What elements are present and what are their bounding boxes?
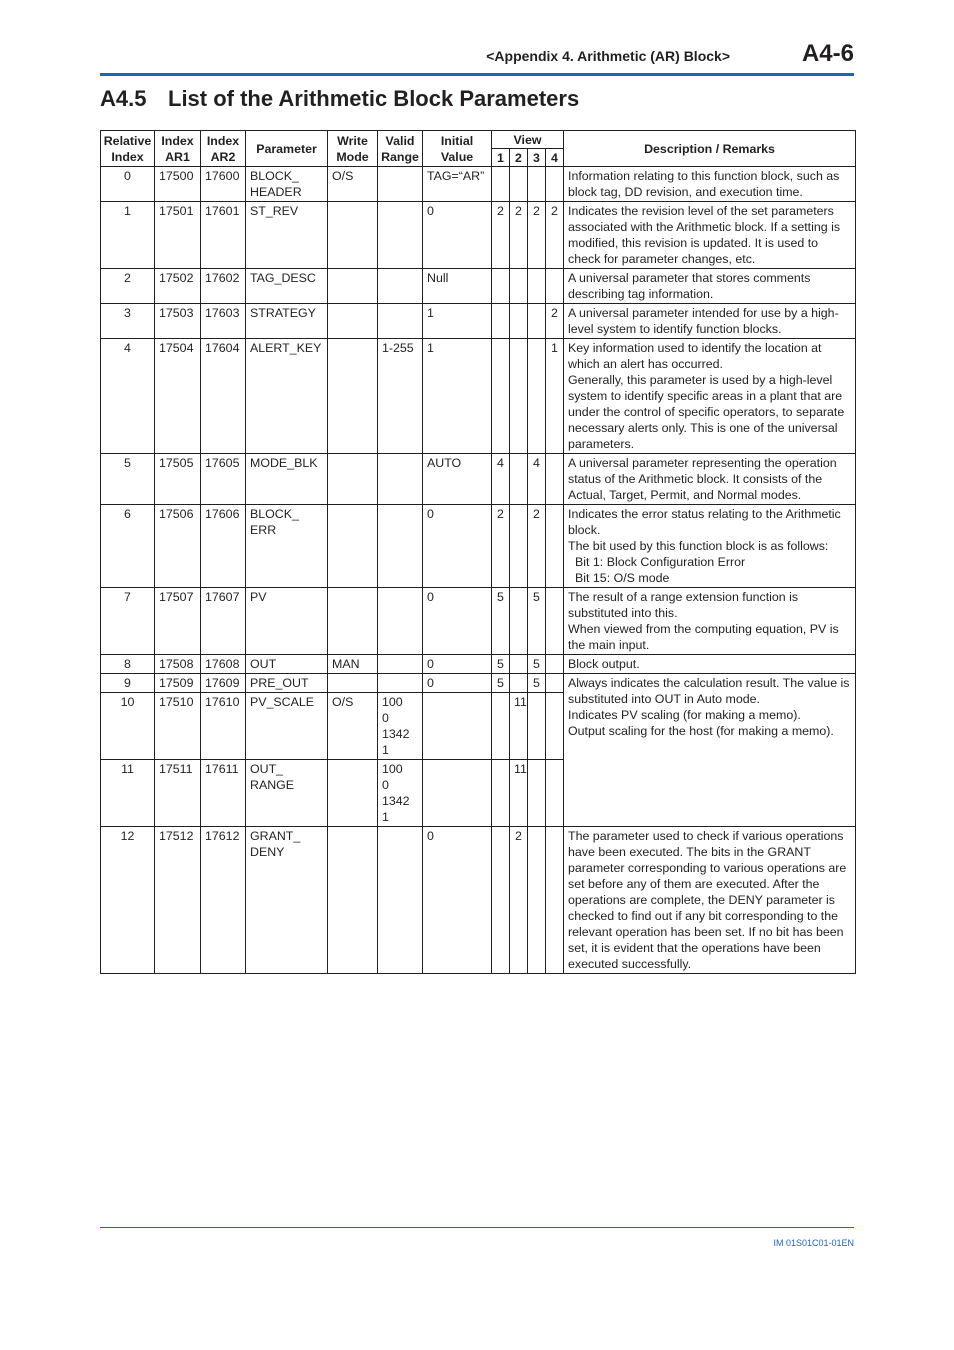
- initial-value-cell: 0: [423, 674, 492, 693]
- parameter-name-line: ST_REV: [250, 204, 299, 218]
- parameter-name-line: TAG_DESC: [250, 271, 316, 285]
- view-1-cell: [492, 827, 510, 974]
- parameter-cell: [246, 827, 328, 974]
- initial-value-cell: 0: [423, 655, 492, 674]
- relative-index-cell: 4: [101, 339, 155, 454]
- view-4-cell: [546, 760, 564, 827]
- valid-range-cell: [378, 269, 423, 304]
- view-2-cell: 2: [510, 202, 528, 269]
- col-write-mode: Write Mode: [328, 131, 378, 167]
- description-cell: [564, 339, 856, 454]
- valid-range-cell: [378, 674, 423, 693]
- relative-index-cell: 6: [101, 505, 155, 588]
- index-ar1-cell: 17500: [155, 167, 201, 202]
- index-ar1-cell: 17504: [155, 339, 201, 454]
- col-view-4: 4: [546, 149, 564, 167]
- description-line: Always indicates the calculation result. The value is substituted into OUT in Auto mode.: [568, 676, 850, 706]
- description-line: A universal parameter representing the operation status of the Arithmetic block. It consists of the Actual, Target, Permit, and Normal modes.: [568, 456, 837, 502]
- write-mode-cell: [328, 454, 378, 505]
- valid-range-cell: [378, 655, 423, 674]
- section-title-text: List of the Arithmetic Block Parameters: [168, 86, 580, 111]
- write-mode-cell: [328, 505, 378, 588]
- write-mode-cell: [328, 202, 378, 269]
- view-3-cell: [528, 827, 546, 974]
- description-cell: [564, 269, 856, 304]
- parameter-name-line: MODE_BLK: [250, 456, 318, 470]
- parameter-cell: [246, 304, 328, 339]
- index-ar1-cell: 17510: [155, 693, 201, 760]
- view-4-cell: [546, 269, 564, 304]
- col-view-1: 1: [492, 149, 510, 167]
- relative-index-cell: 10: [101, 693, 155, 760]
- description-cell: [564, 588, 856, 655]
- relative-index-cell: 5: [101, 454, 155, 505]
- relative-index-cell: 3: [101, 304, 155, 339]
- description-line: Information relating to this function block, such as block tag, DD revision, and execution time.: [568, 169, 840, 199]
- write-mode-cell: O/S: [328, 693, 378, 760]
- valid-range-line: 100: [382, 695, 403, 709]
- view-4-cell: [546, 454, 564, 505]
- description-line: The parameter used to check if various operations have been executed. The bits in the GRANT parameter corresponding to various operations are set before any of them are executed. After the operations are complete, the DENY parameter is checked to find out if any bit corresponding to the relevant operation has been set. If no bit has been set, it is evident that the operations have been executed successfully.: [568, 829, 847, 971]
- initial-value-cell: 0: [423, 827, 492, 974]
- col-valid-range: Valid Range: [378, 131, 423, 167]
- description-line: When viewed from the computing equation, PV is the main input.: [568, 622, 839, 652]
- table-row: [101, 339, 856, 454]
- valid-range-cell: [378, 505, 423, 588]
- parameter-cell: [246, 454, 328, 505]
- view-4-cell: [546, 655, 564, 674]
- view-3-cell: 2: [528, 505, 546, 588]
- view-2-cell: 11: [510, 760, 528, 827]
- index-ar1-cell: 17512: [155, 827, 201, 974]
- description-line: Indicates the error status relating to the Arithmetic block.: [568, 507, 841, 537]
- parameter-cell: [246, 693, 328, 760]
- view-3-cell: [528, 167, 546, 202]
- valid-range-cell: [378, 304, 423, 339]
- table-body: [101, 167, 856, 974]
- index-ar2-cell: 17603: [201, 304, 246, 339]
- initial-value-cell: 1: [423, 339, 492, 454]
- view-1-cell: 5: [492, 588, 510, 655]
- relative-index-cell: 8: [101, 655, 155, 674]
- valid-range-cell: [378, 588, 423, 655]
- parameter-cell: [246, 269, 328, 304]
- index-ar1-cell: 17511: [155, 760, 201, 827]
- write-mode-cell: MAN: [328, 655, 378, 674]
- relative-index-cell: 1: [101, 202, 155, 269]
- description-line: Indicates PV scaling (for making a memo).: [568, 708, 801, 722]
- col-relative-index: Relative Index: [101, 131, 155, 167]
- index-ar2-cell: 17611: [201, 760, 246, 827]
- index-ar2-cell: 17605: [201, 454, 246, 505]
- valid-range-line: 1: [382, 810, 389, 824]
- valid-range-cell: [378, 202, 423, 269]
- col-view-2: 2: [510, 149, 528, 167]
- table-row: [101, 454, 856, 505]
- view-4-cell: [546, 588, 564, 655]
- view-4-cell: [546, 167, 564, 202]
- index-ar2-cell: 17601: [201, 202, 246, 269]
- description-cell: [564, 827, 856, 974]
- parameter-cell: [246, 655, 328, 674]
- parameter-name-line: OUT_: [250, 762, 284, 776]
- view-2-cell: [510, 454, 528, 505]
- view-3-cell: 5: [528, 588, 546, 655]
- index-ar2-cell: 17609: [201, 674, 246, 693]
- parameter-name-line: BLOCK_: [250, 169, 299, 183]
- valid-range-cell: [378, 760, 423, 827]
- description-cell: [564, 304, 856, 339]
- valid-range-line: 1: [382, 743, 389, 757]
- view-2-cell: 11: [510, 693, 528, 760]
- index-ar2-cell: 17604: [201, 339, 246, 454]
- view-1-cell: [492, 693, 510, 760]
- relative-index-cell: 0: [101, 167, 155, 202]
- col-initial-value: Initial Value: [423, 131, 492, 167]
- description-cell: [564, 674, 856, 827]
- write-mode-cell: [328, 269, 378, 304]
- table-row: [101, 202, 856, 269]
- section-title: [100, 86, 579, 112]
- write-mode-cell: [328, 827, 378, 974]
- view-1-cell: [492, 304, 510, 339]
- description-line: Generally, this parameter is used by a high-level system to identify specific areas in a plant that are under the control of specific operators, to separate necessary alerts only. This is one of the universal parameters.: [568, 373, 845, 451]
- index-ar2-cell: 17612: [201, 827, 246, 974]
- description-cell: [564, 202, 856, 269]
- valid-range-cell: [378, 827, 423, 974]
- index-ar1-cell: 17506: [155, 505, 201, 588]
- view-3-cell: 4: [528, 454, 546, 505]
- table-row: [101, 505, 856, 588]
- write-mode-cell: [328, 339, 378, 454]
- parameter-name-line: GRANT_: [250, 829, 301, 843]
- index-ar1-cell: 17503: [155, 304, 201, 339]
- index-ar2-cell: 17607: [201, 588, 246, 655]
- parameter-name-line: ERR: [250, 523, 277, 537]
- view-3-cell: [528, 269, 546, 304]
- table-row: [101, 588, 856, 655]
- view-2-cell: [510, 339, 528, 454]
- relative-index-cell: 2: [101, 269, 155, 304]
- parameter-cell: [246, 674, 328, 693]
- parameter-name-line: DENY: [250, 845, 285, 859]
- parameter-cell: [246, 167, 328, 202]
- view-4-cell: [546, 674, 564, 693]
- view-3-cell: [528, 304, 546, 339]
- valid-range-cell: [378, 167, 423, 202]
- parameter-name-line: PV: [250, 590, 267, 604]
- write-mode-cell: [328, 304, 378, 339]
- valid-range-cell: [378, 693, 423, 760]
- parameter-cell: [246, 202, 328, 269]
- relative-index-cell: 11: [101, 760, 155, 827]
- view-1-cell: 2: [492, 202, 510, 269]
- write-mode-cell: [328, 588, 378, 655]
- description-line: Block output.: [568, 657, 640, 671]
- parameter-name-line: STRATEGY: [250, 306, 316, 320]
- description-line: The bit used by this function block is as follows:: [568, 539, 829, 553]
- index-ar1-cell: 17508: [155, 655, 201, 674]
- index-ar1-cell: 17507: [155, 588, 201, 655]
- col-index-ar2: Index AR2: [201, 131, 246, 167]
- view-1-cell: 5: [492, 674, 510, 693]
- description-line: A universal parameter intended for use by a high-level system to identify function blocks.: [568, 306, 839, 336]
- description-cell: [564, 167, 856, 202]
- valid-range-line: 1342: [382, 794, 410, 808]
- col-description: Description / Remarks: [564, 131, 856, 167]
- index-ar2-cell: 17600: [201, 167, 246, 202]
- index-ar1-cell: 17502: [155, 269, 201, 304]
- parameter-name-line: PRE_OUT: [250, 676, 309, 690]
- table-row: [101, 269, 856, 304]
- parameter-name-line: HEADER: [250, 185, 302, 199]
- view-1-cell: [492, 269, 510, 304]
- col-view: View: [492, 131, 564, 149]
- index-ar2-cell: 17606: [201, 505, 246, 588]
- view-2-cell: [510, 304, 528, 339]
- view-3-cell: 5: [528, 674, 546, 693]
- view-2-cell: [510, 505, 528, 588]
- view-2-cell: [510, 269, 528, 304]
- view-3-cell: [528, 760, 546, 827]
- relative-index-cell: 12: [101, 827, 155, 974]
- page-number: A4-6: [801, 40, 854, 67]
- description-line: Indicates the revision level of the set parameters associated with the Arithmetic block. If a setting is modified, this revision is updated. It is used to check for parameter changes, etc.: [568, 204, 841, 266]
- description-line: A universal parameter that stores comments describing tag information.: [568, 271, 811, 301]
- initial-value-cell: 0: [423, 202, 492, 269]
- valid-range-line: 1-255: [382, 341, 414, 355]
- index-ar1-cell: 17509: [155, 674, 201, 693]
- description-line: Output scaling for the host (for making a memo).: [568, 724, 834, 738]
- valid-range-cell: [378, 339, 423, 454]
- initial-value-cell: [423, 760, 492, 827]
- initial-value-cell: AUTO: [423, 454, 492, 505]
- footer-rule: [100, 1227, 854, 1228]
- valid-range-line: 0: [382, 711, 389, 725]
- view-2-cell: [510, 674, 528, 693]
- view-1-cell: 4: [492, 454, 510, 505]
- parameter-name-line: ALERT_KEY: [250, 341, 322, 355]
- parameter-name-line: PV_SCALE: [250, 695, 315, 709]
- view-1-cell: 5: [492, 655, 510, 674]
- view-4-cell: [546, 693, 564, 760]
- view-1-cell: [492, 760, 510, 827]
- write-mode-cell: O/S: [328, 167, 378, 202]
- table-row: [101, 674, 856, 693]
- view-2-cell: [510, 655, 528, 674]
- view-3-cell: [528, 693, 546, 760]
- index-ar2-cell: 17602: [201, 269, 246, 304]
- initial-value-cell: 0: [423, 505, 492, 588]
- description-line: Bit 1: Block Configuration Error: [575, 555, 746, 569]
- parameter-cell: [246, 339, 328, 454]
- index-ar1-cell: 17501: [155, 202, 201, 269]
- header-section-label: <Appendix 4. Arithmetic (AR) Block>: [486, 48, 730, 64]
- valid-range-cell: [378, 454, 423, 505]
- write-mode-cell: [328, 674, 378, 693]
- index-ar2-cell: 17608: [201, 655, 246, 674]
- initial-value-cell: 1: [423, 304, 492, 339]
- initial-value-cell: TAG=“AR”: [423, 167, 492, 202]
- section-number: A4.5: [100, 86, 147, 111]
- index-ar1-cell: 17505: [155, 454, 201, 505]
- table-row: [101, 655, 856, 674]
- header-rule: [100, 73, 854, 76]
- parameter-cell: [246, 588, 328, 655]
- description-cell: [564, 505, 856, 588]
- initial-value-cell: [423, 693, 492, 760]
- parameter-name-line: RANGE: [250, 778, 295, 792]
- view-1-cell: [492, 339, 510, 454]
- description-cell: [564, 454, 856, 505]
- write-mode-cell: [328, 760, 378, 827]
- col-parameter: Parameter: [246, 131, 328, 167]
- view-4-cell: [546, 505, 564, 588]
- parameters-table: [100, 130, 856, 974]
- description-line: The result of a range extension function is substituted into this.: [568, 590, 799, 620]
- description-line: Bit 15: O/S mode: [575, 571, 670, 585]
- index-ar2-cell: 17610: [201, 693, 246, 760]
- view-4-cell: 2: [546, 202, 564, 269]
- parameter-name-line: OUT: [250, 657, 277, 671]
- valid-range-line: 0: [382, 778, 389, 792]
- relative-index-cell: 9: [101, 674, 155, 693]
- initial-value-cell: 0: [423, 588, 492, 655]
- view-3-cell: [528, 339, 546, 454]
- view-4-cell: [546, 827, 564, 974]
- parameter-name-line: BLOCK_: [250, 507, 299, 521]
- view-2-cell: 2: [510, 827, 528, 974]
- view-3-cell: 5: [528, 655, 546, 674]
- parameter-cell: [246, 760, 328, 827]
- description-line: Key information used to identify the location at which an alert has occurred.: [568, 341, 822, 371]
- valid-range-line: 1342: [382, 727, 410, 741]
- valid-range-line: 100: [382, 762, 403, 776]
- view-2-cell: [510, 167, 528, 202]
- table-row: [101, 827, 856, 974]
- view-4-cell: 2: [546, 304, 564, 339]
- view-4-cell: 1: [546, 339, 564, 454]
- footer-doc-id: IM 01S01C01-01EN: [773, 1238, 854, 1248]
- table-row: [101, 167, 856, 202]
- parameter-cell: [246, 505, 328, 588]
- relative-index-cell: 7: [101, 588, 155, 655]
- col-index-ar1: Index AR1: [155, 131, 201, 167]
- view-1-cell: [492, 167, 510, 202]
- description-cell: [564, 655, 856, 674]
- initial-value-cell: Null: [423, 269, 492, 304]
- view-3-cell: 2: [528, 202, 546, 269]
- view-2-cell: [510, 588, 528, 655]
- table-row: [101, 304, 856, 339]
- view-1-cell: 2: [492, 505, 510, 588]
- col-view-3: 3: [528, 149, 546, 167]
